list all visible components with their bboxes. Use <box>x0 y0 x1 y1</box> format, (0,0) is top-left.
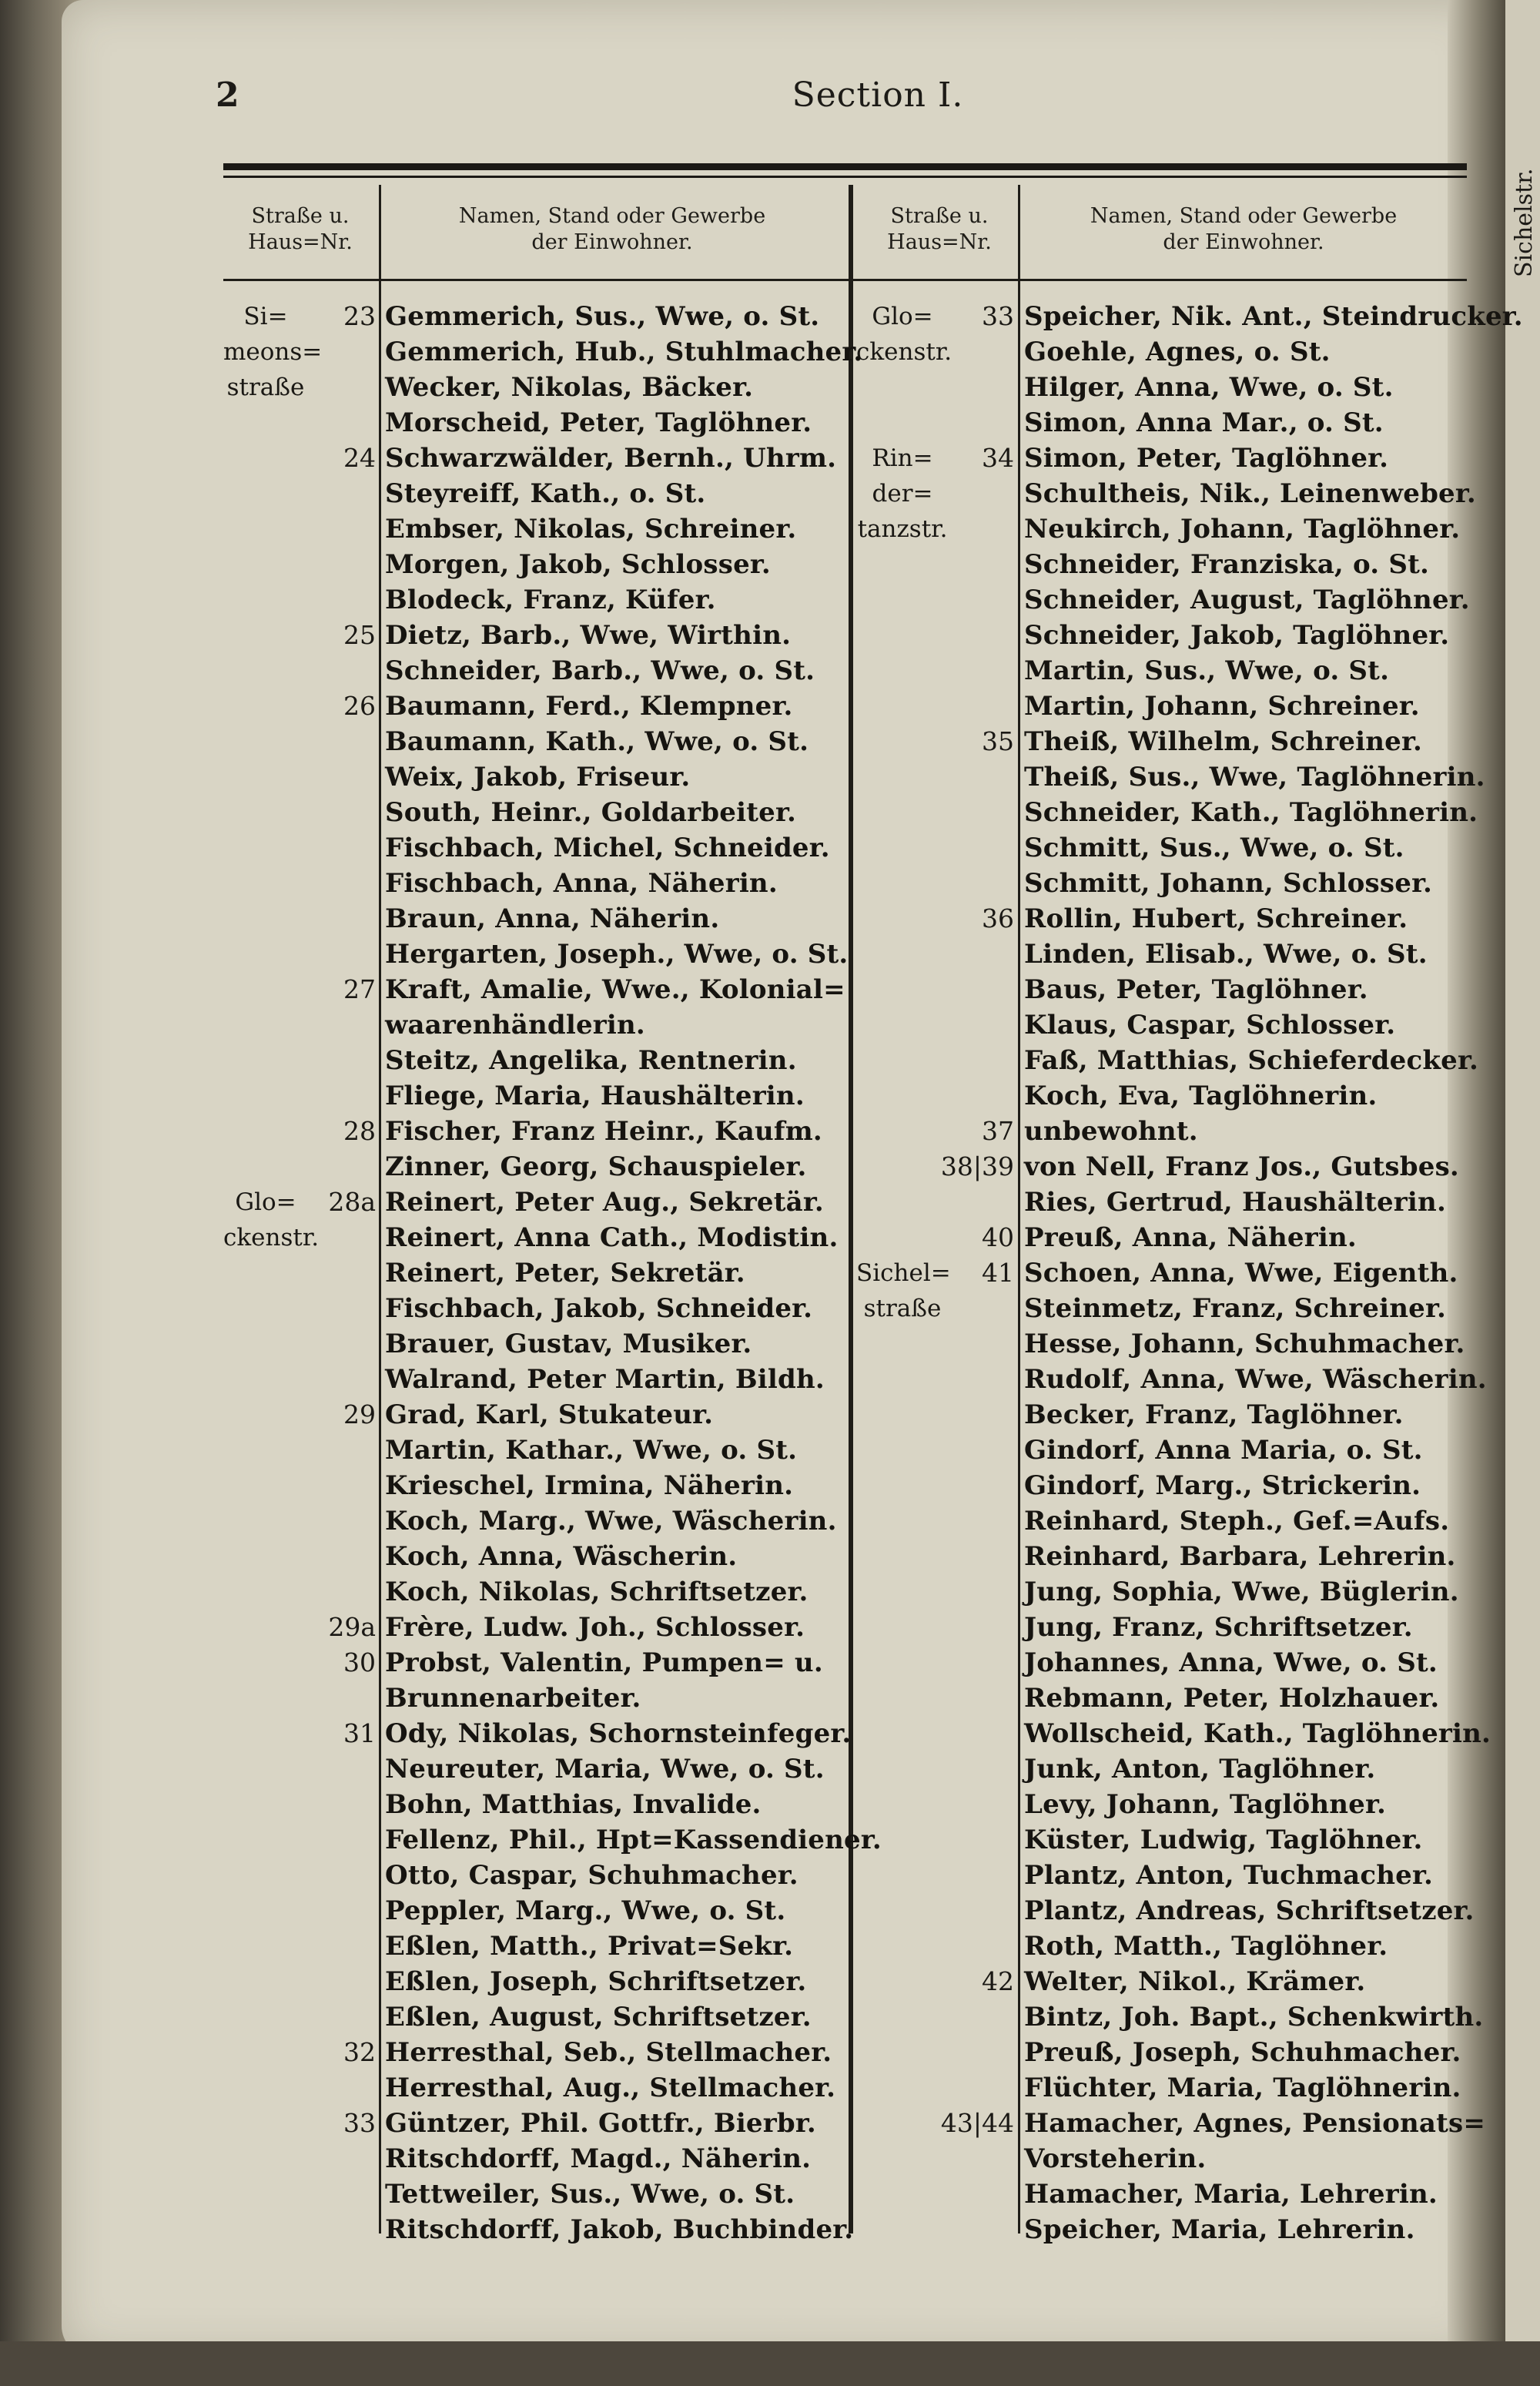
resident-entry: Eßlen, Matth., Privat=Sekr. <box>385 1931 794 1962</box>
table-row <box>223 2212 854 2247</box>
house-number: 27 <box>343 974 376 1004</box>
resident-entry: Schneider, Franziska, o. St. <box>1024 549 1430 580</box>
table-row <box>856 299 1523 334</box>
resident-entry: Schneider, Barb., Wwe, o. St. <box>385 655 815 686</box>
table-row <box>856 1433 1465 1468</box>
table-row <box>223 1716 852 1751</box>
left-address-list <box>223 299 882 2247</box>
resident-entry: Fellenz, Phil., Hpt=Kassendiener. <box>385 1825 882 1855</box>
resident-entry: Rollin, Hubert, Schreiner. <box>1024 903 1408 934</box>
resident-entry: Wecker, Nikolas, Bäcker. <box>385 372 754 403</box>
resident-entry: Martin, Kathar., Wwe, o. St. <box>385 1435 798 1466</box>
table-row <box>856 1043 1478 1078</box>
table-row <box>223 1574 849 1610</box>
resident-entry: Otto, Caspar, Schuhmacher. <box>385 1860 798 1891</box>
table-row <box>223 334 863 370</box>
table-row <box>223 2035 849 2070</box>
table-row <box>223 1645 849 1681</box>
street-name: straße <box>226 374 305 401</box>
resident-entry: Vorsteherin. <box>1024 2143 1207 2174</box>
resident-entry: Roth, Matth., Taglöhner. <box>1024 1931 1388 1962</box>
resident-entry: Zinner, Georg, Schauspieler. <box>385 1151 807 1182</box>
house-number: 32 <box>343 2037 376 2067</box>
resident-entry: Schneider, August, Taglöhner. <box>1024 585 1470 615</box>
resident-entry: Neureuter, Maria, Wwe, o. St. <box>385 1754 825 1784</box>
table-row <box>856 334 1465 370</box>
table-row <box>223 1397 849 1433</box>
page-number: 2 <box>216 75 239 115</box>
resident-entry: Neukirch, Johann, Taglöhner. <box>1024 514 1461 545</box>
table-row <box>223 1610 849 1645</box>
table-row <box>856 1291 1465 1326</box>
table-row <box>223 1503 849 1539</box>
table-row <box>223 1681 849 1716</box>
table-row <box>223 476 849 511</box>
house-number: 42 <box>982 1966 1014 1996</box>
table-row <box>223 1362 849 1397</box>
table-row <box>856 1929 1465 1964</box>
background-surface <box>0 2341 1540 2386</box>
resident-entry: South, Heinr., Goldarbeiter. <box>385 797 796 828</box>
table-row <box>223 1929 849 1964</box>
street-name: Rin= <box>872 444 933 472</box>
table-row <box>223 2177 849 2212</box>
table-row <box>856 2212 1465 2247</box>
table-row <box>223 547 849 582</box>
resident-entry: von Nell, Franz Jos., Gutsbes. <box>1024 1151 1459 1182</box>
house-number: 35 <box>982 726 1014 756</box>
table-row <box>223 1858 849 1893</box>
table-row <box>856 1539 1465 1574</box>
resident-entry: Embser, Nikolas, Schreiner. <box>385 514 797 545</box>
house-number: 40 <box>982 1222 1014 1252</box>
table-row <box>856 1255 1465 1291</box>
resident-entry: Junk, Anton, Taglöhner. <box>1024 1754 1376 1784</box>
resident-entry: Fischbach, Michel, Schneider. <box>385 833 830 863</box>
resident-entry: Hamacher, Maria, Lehrerin. <box>1024 2179 1438 2210</box>
resident-entry: Hamacher, Agnes, Pensionats= <box>1024 2108 1486 2139</box>
table-row <box>223 1822 882 1858</box>
resident-entry: Schwarzwälder, Bernh., Uhrm. <box>385 443 837 474</box>
table-row <box>856 1787 1465 1822</box>
table-row <box>223 511 849 547</box>
table-row <box>856 2106 1486 2141</box>
resident-entry: Koch, Anna, Wäscherin. <box>385 1541 738 1572</box>
resident-entry: Hilger, Anna, Wwe, o. St. <box>1024 372 1394 403</box>
street-name: ckenstr. <box>856 338 952 366</box>
table-row <box>223 1149 849 1185</box>
house-number: 29a <box>328 1612 376 1642</box>
table-row <box>223 1787 849 1822</box>
house-number: 26 <box>343 691 376 721</box>
table-row <box>856 1681 1465 1716</box>
resident-entry: Gemmerich, Hub., Stuhlmacher. <box>385 337 863 367</box>
table-row <box>856 405 1465 441</box>
resident-entry: Plantz, Anton, Tuchmacher. <box>1024 1860 1434 1891</box>
table-row <box>223 972 849 1007</box>
resident-entry: Schmitt, Johann, Schlosser. <box>1024 868 1433 899</box>
table-row <box>223 795 849 830</box>
right-address-list <box>856 299 1523 2247</box>
house-number: 38|39 <box>940 1151 1014 1181</box>
table-row <box>856 759 1485 795</box>
table-row <box>223 405 849 441</box>
table-row <box>856 2177 1465 2212</box>
resident-entry: Ries, Gertrud, Haushälterin. <box>1024 1187 1446 1218</box>
resident-entry: Schneider, Kath., Taglöhnerin. <box>1024 797 1478 828</box>
facing-page-street-label: Sichelstr. <box>1511 168 1538 277</box>
table-row <box>223 1185 849 1220</box>
left-street-column-header: Straße u. Haus=Nr. <box>248 204 353 254</box>
house-number: 37 <box>982 1116 1014 1146</box>
house-number: 28 <box>343 1116 376 1146</box>
street-name: tanzstr. <box>857 515 948 543</box>
street-name: Si= <box>243 303 288 330</box>
house-number: 33 <box>982 301 1014 331</box>
resident-entry: Herresthal, Seb., Stellmacher. <box>385 2037 832 2068</box>
table-row <box>856 2070 1465 2106</box>
page-header <box>216 75 1463 129</box>
section-title: Section I. <box>792 75 964 115</box>
resident-entry: Güntzer, Phil. Gottfr., Bierbr. <box>385 2108 816 2139</box>
table-row <box>856 547 1465 582</box>
table-row <box>856 1610 1465 1645</box>
resident-entry: Eßlen, Joseph, Schriftsetzer. <box>385 1966 807 1997</box>
resident-entry: Becker, Franz, Taglöhner. <box>1024 1399 1404 1430</box>
resident-entry: Rebmann, Peter, Holzhauer. <box>1024 1683 1440 1714</box>
table-row <box>856 618 1465 653</box>
table-row <box>856 1716 1491 1751</box>
table-row <box>856 1822 1465 1858</box>
table-row <box>223 1043 849 1078</box>
resident-entry: Blodeck, Franz, Küfer. <box>385 585 716 615</box>
resident-entry: Steitz, Angelika, Rentnerin. <box>385 1045 797 1076</box>
right-street-column-header: Straße u. Haus=Nr. <box>887 204 992 254</box>
table-row <box>856 937 1465 972</box>
table-row <box>223 1751 849 1787</box>
resident-entry: Levy, Johann, Taglöhner. <box>1024 1789 1387 1820</box>
resident-entry: Brauer, Gustav, Musiker. <box>385 1329 752 1359</box>
table-row <box>856 795 1478 830</box>
table-row <box>856 866 1465 901</box>
resident-entry: Preuß, Joseph, Schuhmacher. <box>1024 2037 1461 2068</box>
resident-entry: Bintz, Joh. Bapt., Schenkwirth. <box>1024 2002 1484 2032</box>
table-row <box>223 830 849 866</box>
resident-entry: Gemmerich, Sus., Wwe, o. St. <box>385 301 820 332</box>
resident-entry: Wollscheid, Kath., Taglöhnerin. <box>1024 1718 1491 1749</box>
resident-entry: Rudolf, Anna, Wwe, Wäscherin. <box>1024 1364 1487 1395</box>
resident-entry: Hesse, Johann, Schuhmacher. <box>1024 1329 1465 1359</box>
house-number: 34 <box>982 443 1014 473</box>
table-row <box>856 1078 1465 1114</box>
resident-entry: Preuß, Anna, Näherin. <box>1024 1222 1357 1253</box>
table-row <box>223 1220 849 1255</box>
resident-entry: Herresthal, Aug., Stellmacher. <box>385 2073 836 2103</box>
resident-entry: Koch, Marg., Wwe, Wäscherin. <box>385 1506 837 1536</box>
table-row <box>223 1078 849 1114</box>
house-number: 31 <box>343 1718 376 1748</box>
resident-entry: Klaus, Caspar, Schlosser. <box>1024 1010 1396 1041</box>
house-number: 36 <box>982 903 1014 933</box>
house-number: 24 <box>343 443 376 473</box>
table-row <box>223 2141 849 2177</box>
house-number: 25 <box>343 620 376 650</box>
resident-entry: Speicher, Nik. Ant., Steindrucker. <box>1024 301 1523 332</box>
table-row <box>856 1468 1465 1503</box>
resident-entry: Reinert, Anna Cath., Modistin. <box>385 1222 839 1253</box>
table-row <box>223 2070 849 2106</box>
resident-entry: Peppler, Marg., Wwe, o. St. <box>385 1895 786 1926</box>
resident-entry: Schmitt, Sus., Wwe, o. St. <box>1024 833 1404 863</box>
table-row <box>856 511 1465 547</box>
resident-entry: unbewohnt. <box>1024 1116 1198 1147</box>
table-row <box>223 689 849 724</box>
street-name: ckenstr. <box>223 1224 320 1252</box>
table-row <box>223 759 849 795</box>
resident-entry: Speicher, Maria, Lehrerin. <box>1024 2214 1415 2245</box>
resident-entry: Reinhard, Barbara, Lehrerin. <box>1024 1541 1456 1572</box>
table-row <box>856 2141 1465 2177</box>
table-row <box>856 1185 1465 1220</box>
resident-entry: Theiß, Sus., Wwe, Taglöhnerin. <box>1024 762 1485 793</box>
resident-entry: Plantz, Andreas, Schriftsetzer. <box>1024 1895 1475 1926</box>
house-number: 28a <box>328 1187 376 1217</box>
table-row <box>223 1326 849 1362</box>
table-row <box>856 901 1465 937</box>
resident-entry: Reinert, Peter Aug., Sekretär. <box>385 1187 824 1218</box>
resident-entry: Tettweiler, Sus., Wwe, o. St. <box>385 2179 795 2210</box>
table-row <box>223 1007 849 1043</box>
table-row <box>223 901 849 937</box>
table-row <box>223 299 849 334</box>
table-row <box>856 724 1465 759</box>
table-row <box>223 1255 849 1291</box>
street-name: der= <box>872 480 933 508</box>
table-row <box>856 1999 1484 2035</box>
resident-entry: Schultheis, Nik., Leinenweber. <box>1024 478 1476 509</box>
resident-entry: Hergarten, Joseph., Wwe, o. St. <box>385 939 849 970</box>
table-row <box>223 1539 849 1574</box>
resident-entry: Morgen, Jakob, Schlosser. <box>385 549 771 580</box>
table-row <box>856 1893 1475 1929</box>
resident-entry: Baumann, Ferd., Klempner. <box>385 691 793 722</box>
resident-entry: Jung, Franz, Schriftsetzer. <box>1024 1612 1413 1643</box>
resident-entry: Martin, Johann, Schreiner. <box>1024 691 1420 722</box>
table-row <box>223 618 849 653</box>
resident-entry: Faß, Matthias, Schieferdecker. <box>1024 1045 1478 1076</box>
table-row <box>856 1397 1465 1433</box>
table-row <box>856 1149 1465 1185</box>
resident-entry: Martin, Sus., Wwe, o. St. <box>1024 655 1390 686</box>
table-row <box>856 370 1465 405</box>
table-row <box>856 830 1465 866</box>
resident-entry: Gindorf, Anna Maria, o. St. <box>1024 1435 1423 1466</box>
table-row <box>856 1574 1465 1610</box>
table-row <box>856 1362 1487 1397</box>
resident-entry: Brunnenarbeiter. <box>385 1683 641 1714</box>
resident-entry: Fischbach, Jakob, Schneider. <box>385 1293 813 1324</box>
table-row <box>856 1645 1465 1681</box>
resident-entry: Steyreiff, Kath., o. St. <box>385 478 706 509</box>
table-row <box>223 1999 849 2035</box>
table-row <box>223 370 849 405</box>
resident-entry: Weix, Jakob, Friseur. <box>385 762 691 793</box>
resident-entry: Schoen, Anna, Wwe, Eigenth. <box>1024 1258 1458 1289</box>
resident-entry: Linden, Elisab., Wwe, o. St. <box>1024 939 1428 970</box>
table-row <box>856 1858 1465 1893</box>
resident-entry: Krieschel, Irmina, Näherin. <box>385 1470 794 1501</box>
table-row <box>856 476 1476 511</box>
resident-entry: Schneider, Jakob, Taglöhner. <box>1024 620 1450 651</box>
table-row <box>856 1503 1465 1539</box>
table-row <box>223 937 849 972</box>
header-rule-thin <box>223 176 1467 178</box>
header-rule-thick <box>223 163 1467 170</box>
resident-entry: Morscheid, Peter, Taglöhner. <box>385 407 812 438</box>
resident-entry: Fliege, Maria, Haushälterin. <box>385 1081 805 1111</box>
table-row <box>223 724 849 759</box>
table-row <box>223 1468 849 1503</box>
table-row <box>223 1964 849 1999</box>
table-row <box>856 582 1470 618</box>
resident-entry: Fischbach, Anna, Näherin. <box>385 868 778 899</box>
table-row <box>856 1007 1465 1043</box>
house-number: 43|44 <box>940 2108 1014 2138</box>
resident-entry: Koch, Eva, Taglöhnerin. <box>1024 1081 1378 1111</box>
resident-entry: Welter, Nikol., Krämer. <box>1024 1966 1366 1997</box>
resident-entry: Ritschdorff, Magd., Näherin. <box>385 2143 812 2174</box>
house-number: 33 <box>343 2108 376 2138</box>
resident-entry: Frère, Ludw. Joh., Schlosser. <box>385 1612 805 1643</box>
resident-entry: Ody, Nikolas, Schornsteinfeger. <box>385 1718 852 1749</box>
table-row <box>223 582 849 618</box>
resident-entry: Grad, Karl, Stukateur. <box>385 1399 714 1430</box>
resident-entry: Reinhard, Steph., Gef.=Aufs. <box>1024 1506 1450 1536</box>
column-header-rule <box>223 279 1467 281</box>
table-row <box>223 866 849 901</box>
resident-entry: Reinert, Peter, Sekretär. <box>385 1258 745 1289</box>
house-number: 41 <box>982 1258 1014 1288</box>
table-row <box>856 2035 1465 2070</box>
house-number: 23 <box>343 301 376 331</box>
street-name: Sichel= <box>856 1259 951 1287</box>
street-name: meons= <box>223 338 323 366</box>
table-row <box>856 972 1465 1007</box>
left-names-column-header: Namen, Stand oder Gewerbe der Einwohner. <box>458 204 766 254</box>
house-number: 30 <box>343 1647 376 1677</box>
resident-entry: Flüchter, Maria, Taglöhnerin. <box>1024 2073 1461 2103</box>
resident-entry: Jung, Sophia, Wwe, Büglerin. <box>1024 1577 1459 1607</box>
street-name: Glo= <box>872 303 933 330</box>
resident-entry: Baumann, Kath., Wwe, o. St. <box>385 726 809 757</box>
center-divider <box>849 185 853 2234</box>
resident-entry: Simon, Peter, Taglöhner. <box>1024 443 1389 474</box>
resident-entry: Steinmetz, Franz, Schreiner. <box>1024 1293 1447 1324</box>
table-row <box>223 441 849 476</box>
resident-entry: Braun, Anna, Näherin. <box>385 903 720 934</box>
street-name: straße <box>863 1295 942 1322</box>
resident-entry: Ritschdorff, Jakob, Buchbinder. <box>385 2214 854 2245</box>
table-row <box>223 1893 849 1929</box>
table-row <box>856 1220 1465 1255</box>
street-name: Glo= <box>235 1188 296 1216</box>
resident-entry: Eßlen, August, Schriftsetzer. <box>385 2002 812 2032</box>
table-row <box>856 1964 1465 1999</box>
table-row <box>223 2106 849 2141</box>
table-row <box>856 1326 1465 1362</box>
table-row <box>223 653 849 689</box>
resident-entry: Gindorf, Marg., Strickerin. <box>1024 1470 1421 1501</box>
resident-entry: Probst, Valentin, Pumpen= u. <box>385 1647 823 1678</box>
resident-entry: Baus, Peter, Taglöhner. <box>1024 974 1368 1005</box>
resident-entry: Fischer, Franz Heinr., Kaufm. <box>385 1116 822 1147</box>
table-row <box>856 1114 1465 1149</box>
table-row <box>223 1114 849 1149</box>
table-row <box>223 1433 849 1468</box>
resident-entry: Koch, Nikolas, Schriftsetzer. <box>385 1577 808 1607</box>
table-row <box>856 689 1465 724</box>
resident-entry: Theiß, Wilhelm, Schreiner. <box>1024 726 1423 757</box>
table-row <box>223 1291 849 1326</box>
right-names-column-header: Namen, Stand oder Gewerbe der Einwohner. <box>1090 204 1398 254</box>
resident-entry: Walrand, Peter Martin, Bildh. <box>385 1364 825 1395</box>
table-row <box>856 441 1465 476</box>
resident-entry: Johannes, Anna, Wwe, o. St. <box>1024 1647 1438 1678</box>
resident-entry: Simon, Anna Mar., o. St. <box>1024 407 1384 438</box>
table-row <box>856 653 1465 689</box>
resident-entry: Bohn, Matthias, Invalide. <box>385 1789 762 1820</box>
table-row <box>856 1751 1465 1787</box>
resident-entry: Kraft, Amalie, Wwe., Kolonial= <box>385 974 845 1005</box>
house-number: 29 <box>343 1399 376 1429</box>
resident-entry: Goehle, Agnes, o. St. <box>1024 337 1331 367</box>
resident-entry: Küster, Ludwig, Taglöhner. <box>1024 1825 1423 1855</box>
resident-entry: waarenhändlerin. <box>385 1010 645 1041</box>
resident-entry: Dietz, Barb., Wwe, Wirthin. <box>385 620 792 651</box>
facing-page-edge <box>1505 0 1540 2386</box>
